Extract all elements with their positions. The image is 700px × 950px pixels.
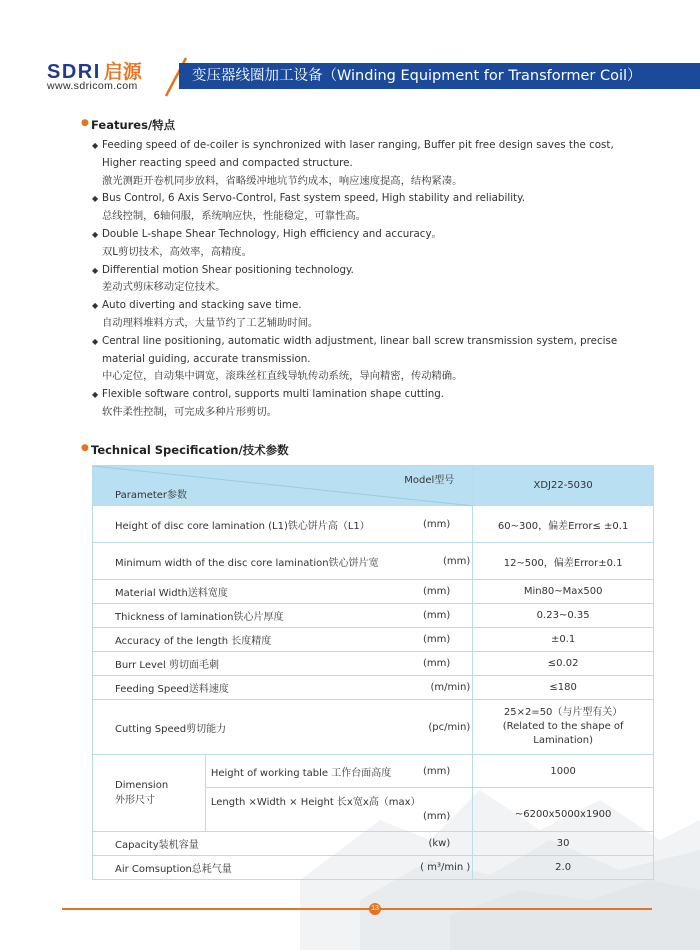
diamond-bullet-icon: ◆ xyxy=(92,265,99,275)
model-value: XDJ22-5030 xyxy=(473,466,654,506)
param-label: Height of disc core lamination (L1)铁心饼片高（L1） xyxy=(115,520,370,532)
table-row xyxy=(93,755,654,788)
table-header-row xyxy=(93,466,654,506)
unit-label: (mm) xyxy=(422,610,451,621)
table-row xyxy=(93,506,654,543)
param-label: Material Width送料宽度 xyxy=(115,588,228,599)
diamond-bullet-icon: ◆ xyxy=(92,194,99,204)
dimension-label: Dimension 外形尺寸 xyxy=(93,755,206,832)
page-number: 13 xyxy=(369,903,381,915)
spec-table xyxy=(92,465,654,880)
feature-item: ◆ Auto diverting and stacking save time. 自动理料堆料方式，大量节约了工艺辅助时间。 xyxy=(92,299,319,329)
param-value: 30 xyxy=(473,832,654,856)
header-slash-icon xyxy=(0,0,200,100)
param-label: Thickness of lamination铁心片厚度 xyxy=(115,612,284,623)
param-label: Air Comsuption总耗气量 xyxy=(115,864,232,875)
param-label: Capacity装机容量 xyxy=(115,840,199,851)
feature-item: ◆ Differential motion Shear positioning technology. 差动式剪床移动定位技术。 xyxy=(92,263,354,294)
param-value: 60~300，偏差Error≤ ±0.1 xyxy=(473,506,654,543)
unit-label: (mm) xyxy=(422,586,451,597)
table-row xyxy=(93,628,654,652)
param-label: Accuracy of the length 长度精度 xyxy=(115,636,272,647)
logo-text: SDRI xyxy=(47,61,101,83)
table-row xyxy=(93,543,654,580)
unit-label: (mm) xyxy=(422,518,451,530)
param-value: 1000 xyxy=(473,755,654,788)
unit-label: (mm) xyxy=(422,658,451,669)
param-value: Min80~Max500 xyxy=(473,580,654,604)
param-value: 2.0 xyxy=(473,856,654,880)
website-url: www.sdricom.com xyxy=(47,80,138,92)
unit-label: (m/min) xyxy=(430,682,471,693)
table-row xyxy=(93,676,654,700)
unit-label: ( m³/min ) xyxy=(420,862,471,873)
param-value: ≤0.02 xyxy=(473,652,654,676)
param-value: 0.23~0.35 xyxy=(473,604,654,628)
feature-item: ◆ Double L-shape Shear Technology, High efficiency and accuracy。 双L剪切技术，高效率，高精度。 xyxy=(92,227,442,258)
logo-cn: 启源 xyxy=(103,61,142,83)
table-row xyxy=(93,652,654,676)
unit-label: (mm) xyxy=(442,555,471,567)
footer-rule xyxy=(62,908,652,910)
header-diagonal-cell xyxy=(93,466,473,506)
diamond-bullet-icon: ◆ xyxy=(92,336,99,346)
table-row xyxy=(93,700,654,755)
unit-label: (mm) xyxy=(422,765,451,777)
param-value: 25×2=50（与片型有关） (Related to the shape of Lamination) xyxy=(473,700,654,755)
param-label: Length ×Width × Height 长x宽x高（max） xyxy=(210,796,421,808)
feature-item: ◆ Flexible software control, supports multi lamination shape cutting. 软件柔性控制，可完成多种片形剪切。 xyxy=(92,388,445,418)
param-value: ~6200x5000x1900 xyxy=(473,788,654,832)
unit-label: (pc/min) xyxy=(428,721,471,733)
diamond-bullet-icon: ◆ xyxy=(92,141,99,150)
unit-label: (kw) xyxy=(428,838,451,849)
unit-label: (mm) xyxy=(422,810,451,822)
page-title: 变压器线圈加工设备（Winding Equipment for Transformer Coil） xyxy=(192,68,642,84)
table-row xyxy=(93,580,654,604)
feature-item: ◆ Central line positioning, automatic width adjustment, linear ball screw transmission system, precise material guiding, accurate transmission. 中心定位，自动集中调宽，滚珠丝杠直线导轨传动系统，导向精密，传动精确。 xyxy=(92,334,618,383)
param-label: Height of working table 工作台面高度 xyxy=(210,767,392,779)
param-label: Cutting Speed剪切能力 xyxy=(115,723,227,735)
table-row xyxy=(93,604,654,628)
feature-item: ◆ Bus Control, 6 Axis Servo-Control, Fast system speed, High stability and reliability. 总线控制，6轴伺服，系统响应快，性能稳定，可靠性高。 xyxy=(92,192,525,223)
param-label: Feeding Speed送料速度 xyxy=(115,684,229,695)
diamond-bullet-icon: ◆ xyxy=(92,301,99,311)
param-label: Minimum width of the disc core lamination铁心饼片宽 xyxy=(115,557,379,569)
table-row xyxy=(93,832,654,856)
header-model-label: Model型号 xyxy=(404,475,455,486)
features-heading: ● Features/特点 xyxy=(81,118,176,132)
orange-dot-icon: ● xyxy=(81,118,89,128)
param-value: ≤180 xyxy=(473,676,654,700)
diamond-bullet-icon: ◆ xyxy=(92,390,99,400)
param-value: 12~500，偏差Error±0.1 xyxy=(473,543,654,580)
param-label: Burr Level 剪切面毛刺 xyxy=(115,660,219,671)
diamond-bullet-icon: ◆ xyxy=(92,229,99,239)
spec-heading: ● Technical Specification/技术参数 xyxy=(81,443,289,457)
unit-label: (mm) xyxy=(422,634,451,645)
table-row xyxy=(93,856,654,880)
header-param-label: Parameter参数 xyxy=(115,490,188,501)
param-value: ±0.1 xyxy=(473,628,654,652)
feature-item: ◆ Feeding speed of de-coiler is synchronized with laser ranging, Buffer pit free design saves the cost, Higher reacting speed and compacted structure. 激光测距开卷机同步放料，省略缓冲地坑节约成本，响应速度提高，结构紧凑。 xyxy=(92,139,614,187)
features-list xyxy=(92,137,682,422)
orange-dot-icon: ● xyxy=(81,443,89,453)
